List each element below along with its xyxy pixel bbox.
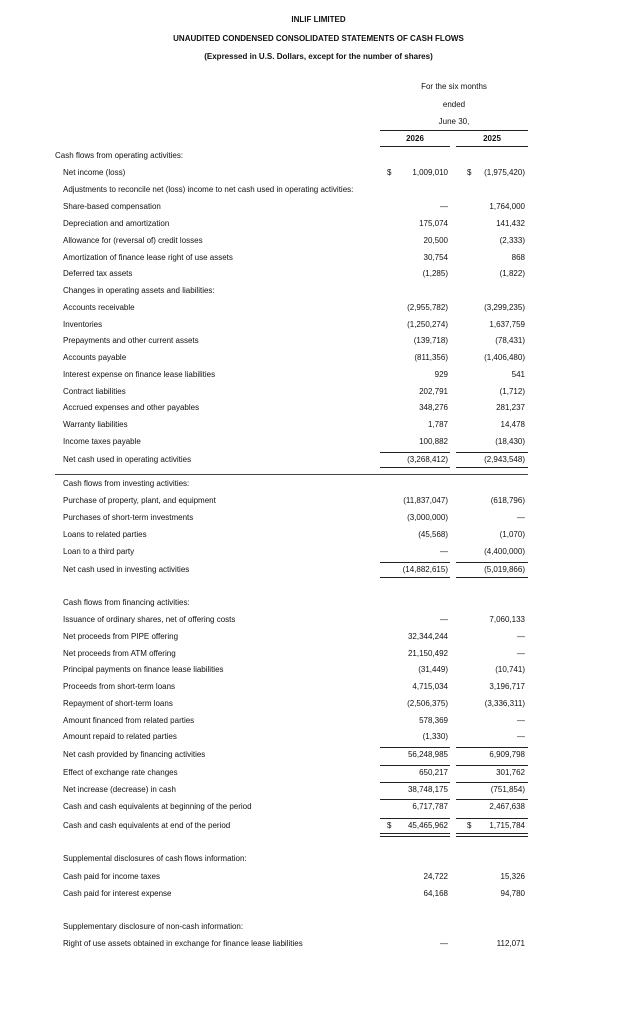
table-row	[0, 218, 637, 230]
value-2026: (11,837,047)	[403, 496, 448, 505]
value-2025: (2,943,548)	[484, 455, 525, 464]
table-row	[0, 564, 637, 576]
value-2026: 24,722	[423, 872, 448, 881]
table-row	[0, 201, 637, 213]
currency-symbol: $	[387, 168, 392, 177]
table-row	[0, 731, 637, 743]
value-2025: 6,909,798	[489, 750, 525, 759]
table-row	[0, 302, 637, 314]
subtotal-rule	[456, 452, 528, 453]
table-row	[0, 352, 637, 364]
subtotal-rule	[380, 765, 450, 766]
value-2026: 20,500	[423, 236, 448, 245]
row-label: Amount repaid to related parties	[63, 732, 177, 741]
table-row	[0, 478, 637, 490]
subtotal-rule	[456, 818, 528, 819]
row-label: Effect of exchange rate changes	[63, 768, 178, 777]
value-2026: (2,506,375)	[407, 699, 448, 708]
table-row	[0, 235, 637, 247]
table-row	[0, 681, 637, 693]
row-label: Contract liabilities	[63, 387, 126, 396]
row-label: Net cash used in operating activities	[63, 455, 192, 464]
value-2025: (5,019,866)	[484, 565, 525, 574]
value-2025: 3,196,717	[489, 682, 525, 691]
subtotal-rule	[456, 799, 528, 800]
grand-total-rule	[456, 833, 528, 837]
table-row	[0, 419, 637, 431]
table-row	[0, 285, 637, 297]
statement-subtitle: (Expressed in U.S. Dollars, except for the number of shares)	[204, 52, 433, 61]
table-row	[0, 512, 637, 524]
table-row	[0, 938, 637, 950]
currency-symbol: $	[467, 168, 472, 177]
company-name: INLIF LIMITED	[291, 15, 346, 24]
value-2026: 1,009,010	[412, 168, 448, 177]
row-label: Net income (loss)	[63, 168, 126, 177]
row-label: Repayment of short-term loans	[63, 699, 173, 708]
value-2025: 141,432	[496, 219, 525, 228]
value-2025: (18,430)	[495, 437, 525, 446]
subtotal-rule	[380, 747, 450, 748]
statement-title: UNAUDITED CONDENSED CONSOLIDATED STATEMENTS OF CASH FLOWS	[173, 34, 464, 43]
table-row	[0, 369, 637, 381]
table-row	[0, 698, 637, 710]
row-label: Principal payments on finance lease liabilities	[63, 665, 224, 674]
value-2026: (1,250,274)	[407, 320, 448, 329]
row-label: Cash flows from investing activities:	[63, 479, 190, 488]
row-label: Proceeds from short-term loans	[63, 682, 176, 691]
section-separator	[55, 474, 528, 475]
table-row	[0, 167, 637, 179]
value-2026: 175,074	[419, 219, 448, 228]
row-label: Cash flows from operating activities:	[55, 151, 184, 160]
row-label: Share-based compensation	[63, 202, 161, 211]
value-2025: (1,406,480)	[484, 353, 525, 362]
value-2025: 94,780	[500, 889, 525, 898]
value-2025: 541	[511, 370, 525, 379]
value-2026: 4,715,034	[412, 682, 448, 691]
row-label: Cash paid for interest expense	[63, 889, 172, 898]
row-label: Net proceeds from ATM offering	[63, 649, 176, 658]
total-rule	[380, 467, 450, 468]
currency-symbol: $	[387, 821, 392, 830]
value-2026: 348,276	[419, 403, 448, 412]
value-2026: (3,000,000)	[407, 513, 448, 522]
value-2026: 64,168	[423, 889, 448, 898]
row-label: Income taxes payable	[63, 437, 141, 446]
table-row	[0, 495, 637, 507]
total-rule	[456, 577, 528, 578]
value-2026: 578,369	[419, 716, 448, 725]
row-label: Right of use assets obtained in exchange for finance lease liabilities	[63, 939, 303, 948]
value-2025: (3,336,311)	[484, 699, 525, 708]
year-header-2026: 2026	[406, 134, 424, 143]
year-header-2025: 2025	[483, 134, 501, 143]
table-row	[0, 402, 637, 414]
value-2025: 1,637,759	[489, 320, 525, 329]
table-row	[0, 529, 637, 541]
table-row	[0, 767, 637, 779]
row-label: Allowance for (reversal of) credit losses	[63, 236, 203, 245]
value-2025: 301,762	[496, 768, 525, 777]
value-2025: (2,333)	[499, 236, 525, 245]
row-label: Purchases of short-term investments	[63, 513, 194, 522]
row-label: Cash paid for income taxes	[63, 872, 160, 881]
row-label: Net proceeds from PIPE offering	[63, 632, 179, 641]
table-row	[0, 150, 637, 162]
period-header-line3: June 30,	[438, 117, 470, 126]
value-2025: 112,071	[496, 939, 525, 948]
row-label: Amount financed from related parties	[63, 716, 195, 725]
value-2025: (1,822)	[499, 269, 525, 278]
table-row	[0, 715, 637, 727]
value-2025: 14,478	[500, 420, 525, 429]
value-2026: —	[440, 939, 448, 948]
row-label: Inventories	[63, 320, 103, 329]
value-2025: —	[517, 632, 525, 641]
value-2025: 868	[511, 253, 525, 262]
period-header-line1: For the six months	[421, 82, 487, 91]
row-label: Deferred tax assets	[63, 269, 133, 278]
subtotal-rule	[380, 799, 450, 800]
row-label: Adjustments to reconcile net (loss) income to net cash used in operating activities:	[63, 185, 354, 194]
value-2026: (45,568)	[418, 530, 448, 539]
table-row	[0, 454, 637, 466]
value-2026: 30,754	[423, 253, 448, 262]
row-label: Interest expense on finance lease liabilities	[63, 370, 216, 379]
table-row	[0, 319, 637, 331]
subtotal-rule	[380, 782, 450, 783]
table-row	[0, 888, 637, 900]
value-2025: 2,467,638	[489, 802, 525, 811]
value-2025: (10,741)	[495, 665, 525, 674]
table-row	[0, 853, 637, 865]
row-label: Purchase of property, plant, and equipment	[63, 496, 216, 505]
table-row	[0, 268, 637, 280]
value-2025: —	[517, 716, 525, 725]
row-label: Loans to related parties	[63, 530, 147, 539]
value-2026: (3,268,412)	[407, 455, 448, 464]
table-row	[0, 820, 637, 832]
table-row	[0, 546, 637, 558]
value-2026: 21,150,492	[407, 649, 448, 658]
value-2025: (618,796)	[490, 496, 525, 505]
table-row	[0, 801, 637, 813]
value-2025: 281,237	[496, 403, 525, 412]
value-2025: (3,299,235)	[484, 303, 525, 312]
value-2026: (2,955,782)	[407, 303, 448, 312]
table-row	[0, 335, 637, 347]
value-2025: 1,764,000	[489, 202, 525, 211]
value-2025: (1,975,420)	[484, 168, 525, 177]
value-2026: 45,465,962	[407, 821, 448, 830]
table-row	[0, 436, 637, 448]
table-row	[0, 184, 637, 196]
year-rule-2025	[456, 146, 528, 147]
value-2026: (1,285)	[422, 269, 448, 278]
value-2026: 202,791	[419, 387, 448, 396]
value-2025: (1,712)	[499, 387, 525, 396]
total-rule	[456, 467, 528, 468]
subtotal-rule	[456, 747, 528, 748]
row-label: Warranty liabilities	[63, 420, 128, 429]
value-2025: (4,400,000)	[484, 547, 525, 556]
row-label: Amortization of finance lease right of use assets	[63, 253, 233, 262]
subtotal-rule	[456, 782, 528, 783]
value-2025: —	[517, 513, 525, 522]
value-2026: (31,449)	[418, 665, 448, 674]
value-2026: 650,217	[419, 768, 448, 777]
table-row	[0, 597, 637, 609]
table-row	[0, 631, 637, 643]
row-label: Issuance of ordinary shares, net of offering costs	[63, 615, 236, 624]
period-header-line2: ended	[442, 100, 466, 109]
value-2026: —	[440, 547, 448, 556]
table-row	[0, 921, 637, 933]
table-row	[0, 749, 637, 761]
total-rule	[380, 577, 450, 578]
subtotal-rule	[380, 818, 450, 819]
value-2025: 1,715,784	[489, 821, 525, 830]
row-label: Accounts payable	[63, 353, 127, 362]
table-row	[0, 386, 637, 398]
subtotal-rule	[456, 765, 528, 766]
value-2026: —	[440, 615, 448, 624]
value-2025: 15,326	[500, 872, 525, 881]
value-2025: —	[517, 649, 525, 658]
row-label: Cash and cash equivalents at end of the period	[63, 821, 231, 830]
value-2026: (139,718)	[413, 336, 448, 345]
subtotal-rule	[380, 452, 450, 453]
value-2026: (811,356)	[414, 353, 448, 362]
table-row	[0, 784, 637, 796]
grand-total-rule	[380, 833, 450, 837]
value-2026: 1,787	[427, 420, 448, 429]
row-label: Accrued expenses and other payables	[63, 403, 200, 412]
table-row	[0, 871, 637, 883]
table-row	[0, 664, 637, 676]
value-2025: —	[517, 732, 525, 741]
value-2026: 56,248,985	[407, 750, 448, 759]
row-label: Loan to a third party	[63, 547, 135, 556]
row-label: Cash and cash equivalents at beginning of the period	[63, 802, 252, 811]
subtotal-rule	[456, 562, 528, 563]
table-row	[0, 648, 637, 660]
row-label: Supplemental disclosures of cash flows information:	[63, 854, 247, 863]
period-header-rule	[380, 130, 528, 131]
subtotal-rule	[380, 562, 450, 563]
value-2026: (14,882,615)	[402, 565, 448, 574]
row-label: Supplementary disclosure of non-cash information:	[63, 922, 244, 931]
row-label: Cash flows from financing activities:	[63, 598, 190, 607]
value-2025: (1,070)	[499, 530, 525, 539]
row-label: Net increase (decrease) in cash	[63, 785, 176, 794]
value-2026: 38,748,175	[407, 785, 448, 794]
value-2025: (751,854)	[490, 785, 525, 794]
table-row	[0, 252, 637, 264]
value-2025: (78,431)	[495, 336, 525, 345]
currency-symbol: $	[467, 821, 472, 830]
value-2026: 6,717,787	[412, 802, 448, 811]
value-2026: (1,330)	[422, 732, 448, 741]
year-rule-2026	[380, 146, 450, 147]
table-row	[0, 614, 637, 626]
row-label: Prepayments and other current assets	[63, 336, 199, 345]
row-label: Net cash used in investing activities	[63, 565, 190, 574]
value-2026: 100,882	[419, 437, 448, 446]
row-label: Changes in operating assets and liabilities:	[63, 286, 215, 295]
row-label: Accounts receivable	[63, 303, 135, 312]
value-2025: 7,060,133	[489, 615, 525, 624]
value-2026: 929	[434, 370, 448, 379]
row-label: Depreciation and amortization	[63, 219, 170, 228]
row-label: Net cash provided by financing activities	[63, 750, 206, 759]
value-2026: —	[440, 202, 448, 211]
value-2026: 32,344,244	[407, 632, 448, 641]
